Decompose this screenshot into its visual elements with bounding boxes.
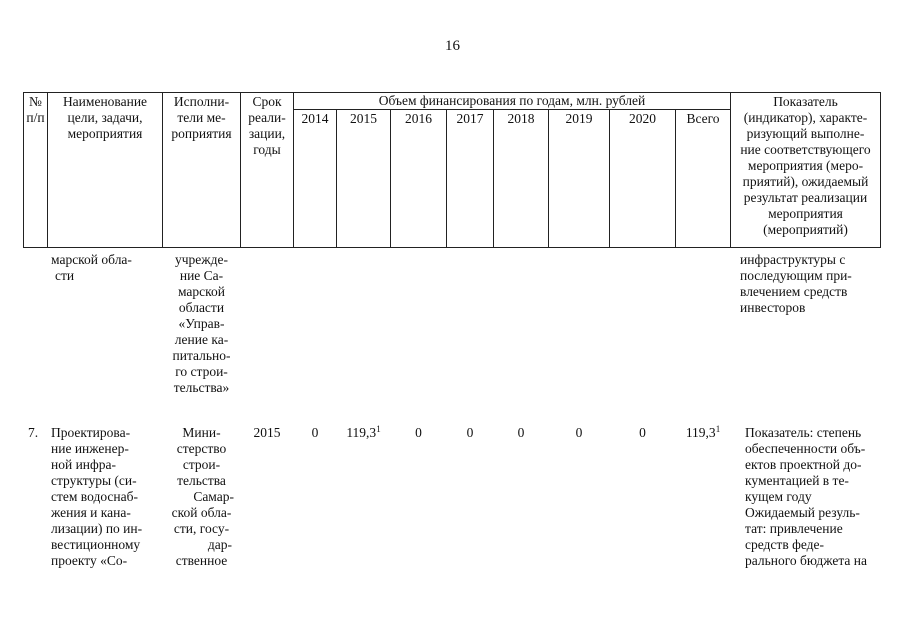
row7-indicator: Показатель: степень обеспеченности объ- ектов проектной до- кументацией в те- кущем году Ожидаемый резуль- тат: привлечение средств феде- рального бюджета на [745,425,867,568]
header-year-2018: 2018 [507,111,535,126]
header-funding: Объем финансирования по годам, млн. рублей [378,93,646,108]
header-year-2014: 2014 [301,111,329,126]
header-total: Всего [686,111,720,126]
row7-value-2016: 0 [415,425,422,440]
header-year-2017: 2017 [456,111,484,126]
continuation-indicator: инфраструктуры с последующим при- влечением средств инвесторов [740,252,852,315]
continuation-name: марской обла- сти [51,252,132,283]
header-num: № п/п [26,94,45,125]
row7-value-2015: 119,3$^1$ [346,424,381,440]
header-indicator: Показатель (индикатор), характе- ризующий выполне- ние соответствующего мероприятия (меро- приятий), ожидаемый результат реализации мероприятия (мероприятий) [740,94,871,237]
header-name: Наименование цели, задачи, мероприятия [62,94,148,141]
row7-value-2017: 0 [466,425,474,440]
header-term: Срок реали-зации, годы [248,94,286,157]
header-year-2015: 2015 [350,111,377,126]
row7-value-2019: 0 [575,425,583,440]
row7-num: 7. [28,425,39,440]
header-year-2019: 2019 [565,111,593,126]
row7-value-total: 119,3$^1$ [685,424,721,440]
continuation-executors: учрежде- ние Са- марской области «Управ- ление ка- питально- го строи- тельства» [172,252,231,395]
header-executors: Исполни-тели ме-роприятия [171,94,232,141]
row7-executors: Мини- стерство строи- тельства Самар- ской обла- сти, госу- дар- ственное [171,425,234,568]
row7-value-2014: 0 [311,425,319,440]
header-year-2016: 2016 [405,111,432,126]
row7-value-2020: 0 [639,425,646,440]
page-number: 16 [445,38,460,54]
row7-term: 2015 [253,425,281,440]
header-year-2020: 2020 [629,111,656,126]
footnote-mark: 1 [376,424,381,434]
row7-value-2018: 0 [517,425,525,440]
footnote-mark: 1 [715,424,721,434]
row7-name: Проектирова- ние инженер- ной инфра- структуры (си- стем водоснаб- жения и кана- лизации) по ин- вестиционному проекту «Со- [51,425,143,568]
